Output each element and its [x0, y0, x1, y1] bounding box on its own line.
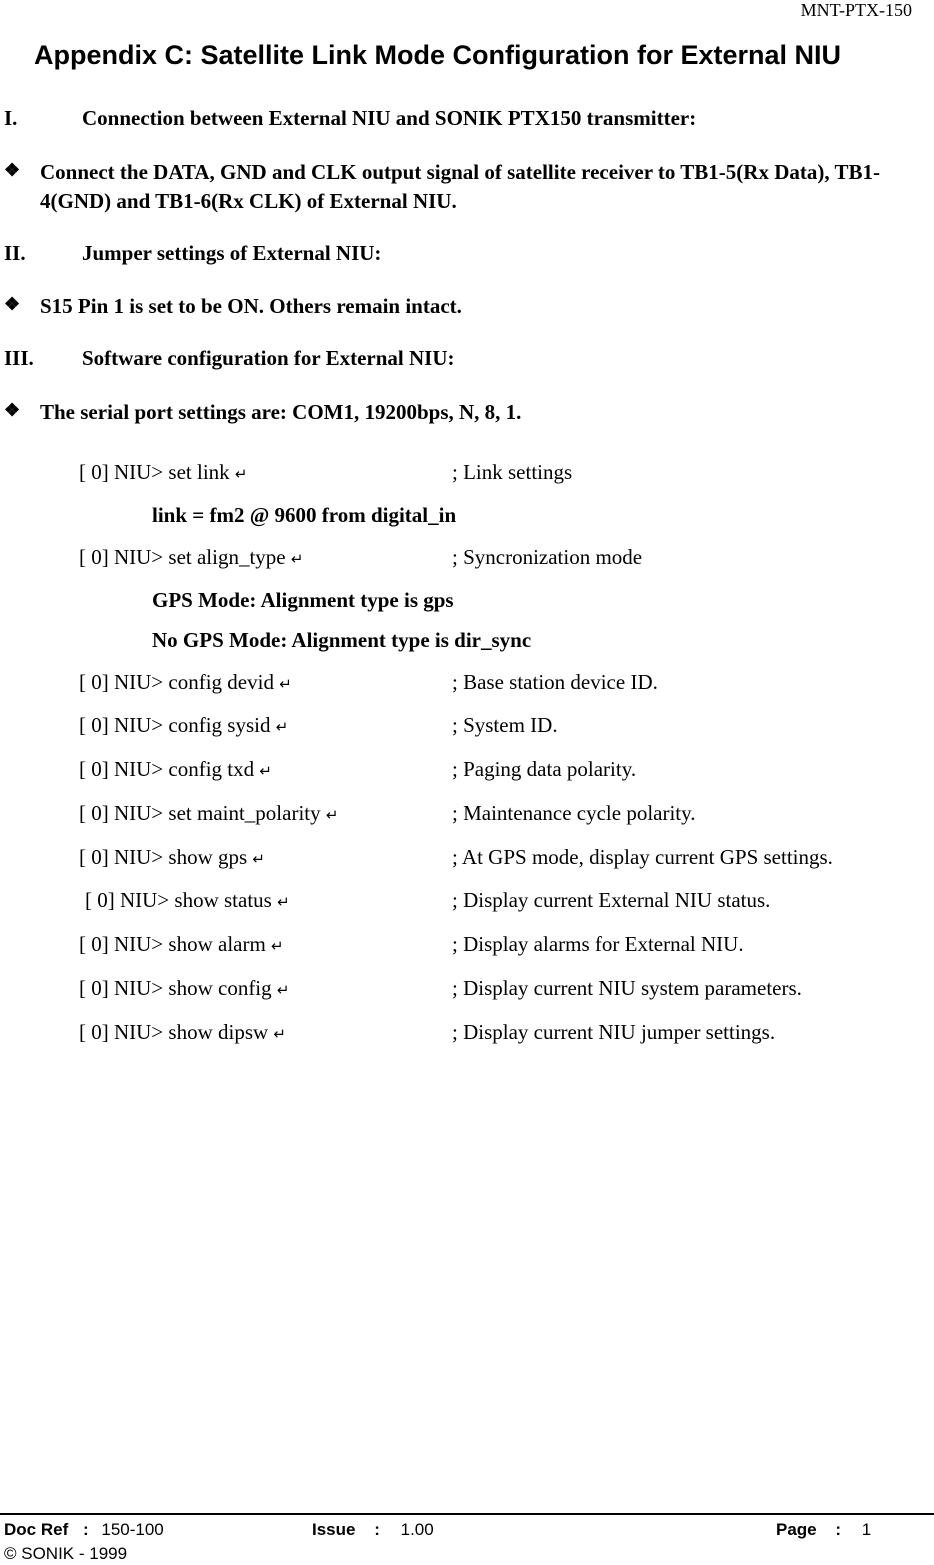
command-text: [ 0] NIU> config sysid: [79, 713, 271, 737]
command-comment: ; At GPS mode, display current GPS settings.: [452, 845, 833, 869]
document-id: MNT-PTX-150: [800, 0, 912, 20]
enter-key-icon: ↵: [325, 806, 339, 824]
footer-divider: [0, 1513, 934, 1515]
doc-ref-value: 150-100: [101, 1520, 164, 1539]
issue-value: 1.00: [400, 1520, 434, 1539]
enter-key-icon: ↵: [279, 675, 292, 693]
bullet-text: Connect the DATA, GND and CLK output signal of satellite receiver to TB1-5(Rx Data), TB1-4(GND) and TB1-6(Rx CLK) of External NIU.: [40, 160, 880, 213]
command-row: [79, 1020, 919, 1048]
section-heading: [4, 346, 904, 374]
command-text: [ 0] NIU> set link: [79, 460, 230, 484]
section-title: Connection between External NIU and SONIK PTX150 transmitter:: [82, 106, 697, 130]
footer-page: [776, 1520, 871, 1540]
bullet-item: [4, 398, 924, 428]
enter-key-icon: ↵: [290, 550, 304, 568]
command-comment: ; Display current NIU jumper settings.: [452, 1020, 776, 1044]
footer-issue: [312, 1520, 434, 1540]
command-detail: No GPS Mode: Alignment type is dir_sync: [152, 628, 532, 652]
command-text: [ 0] NIU> show gps: [79, 845, 248, 869]
command-row: [79, 801, 919, 829]
command-row: [79, 460, 919, 488]
command-comment: ; Syncronization mode: [452, 545, 643, 569]
command-text: [ 0] NIU> set align_type: [79, 545, 286, 569]
bullet-item: [4, 292, 924, 322]
bullet-text: The serial port settings are: COM1, 19200bps, N, 8, 1.: [40, 400, 522, 424]
diamond-bullet-icon: ❖: [4, 400, 21, 420]
footer-doc-ref: [4, 1520, 164, 1540]
command-row: [79, 713, 919, 741]
diamond-bullet-icon: ❖: [4, 160, 21, 180]
command-comment: ; Display current External NIU status.: [452, 888, 771, 912]
section-heading: [4, 241, 904, 269]
diamond-bullet-icon: ❖: [4, 294, 21, 314]
enter-key-icon: ↵: [252, 850, 265, 868]
command-comment: ; System ID.: [452, 713, 558, 737]
issue-label: Issue: [312, 1520, 356, 1539]
command-row: [79, 888, 919, 916]
command-comment: ; Display alarms for External NIU.: [452, 932, 744, 956]
copyright: © SONIK - 1999: [4, 1544, 128, 1563]
command-text: [ 0] NIU> show alarm: [79, 932, 266, 956]
command-text: [ 0] NIU> show dipsw: [79, 1020, 269, 1044]
enter-key-icon: ↵: [259, 762, 272, 780]
command-row: [79, 932, 919, 960]
command-detail: link = fm2 @ 9600 from digital_in: [152, 503, 457, 527]
page-label: Page: [776, 1520, 817, 1539]
enter-key-icon: ↵: [271, 937, 284, 955]
command-text: [ 0] NIU> show config: [79, 976, 272, 1000]
command-text: [ 0] NIU> show status: [85, 888, 272, 912]
enter-key-icon: ↵: [275, 718, 289, 736]
command-row: [79, 976, 919, 1004]
bullet-item: [4, 158, 924, 218]
enter-key-icon: ↵: [277, 893, 290, 911]
command-text: [ 0] NIU> set maint_polarity: [79, 801, 321, 825]
command-comment: ; Maintenance cycle polarity.: [452, 801, 696, 825]
command-row: [79, 845, 919, 873]
enter-key-icon: ↵: [276, 981, 290, 999]
section-title: Software configuration for External NIU:: [82, 346, 455, 370]
section-heading: [4, 106, 904, 134]
bullet-text: S15 Pin 1 is set to be ON. Others remain intact.: [40, 294, 462, 318]
command-text: [ 0] NIU> config txd: [79, 757, 255, 781]
enter-key-icon: ↵: [234, 465, 248, 483]
doc-ref-label: Doc Ref: [4, 1520, 69, 1539]
command-row: [79, 757, 919, 785]
command-text: [ 0] NIU> config devid: [79, 670, 274, 694]
command-comment: ; Paging data polarity.: [452, 757, 637, 781]
enter-key-icon: ↵: [273, 1025, 286, 1043]
command-row: [79, 545, 919, 573]
section-title: Jumper settings of External NIU:: [82, 241, 382, 265]
section-number: I.: [4, 106, 18, 130]
section-number: III.: [4, 346, 34, 370]
doc-ref-separator: :: [82, 1520, 89, 1539]
issue-separator: :: [374, 1520, 380, 1539]
page-number: 1: [861, 1520, 872, 1539]
command-comment: ; Link settings: [452, 460, 573, 484]
command-comment: ; Display current NIU system parameters.: [452, 976, 802, 1000]
section-number: II.: [4, 241, 26, 265]
command-detail: GPS Mode: Alignment type is gps: [152, 588, 454, 612]
page-separator: :: [835, 1520, 842, 1539]
command-comment: ; Base station device ID.: [452, 670, 658, 694]
command-row: [79, 670, 919, 698]
page-title: Appendix C: Satellite Link Mode Configuration for External NIU: [34, 40, 842, 70]
